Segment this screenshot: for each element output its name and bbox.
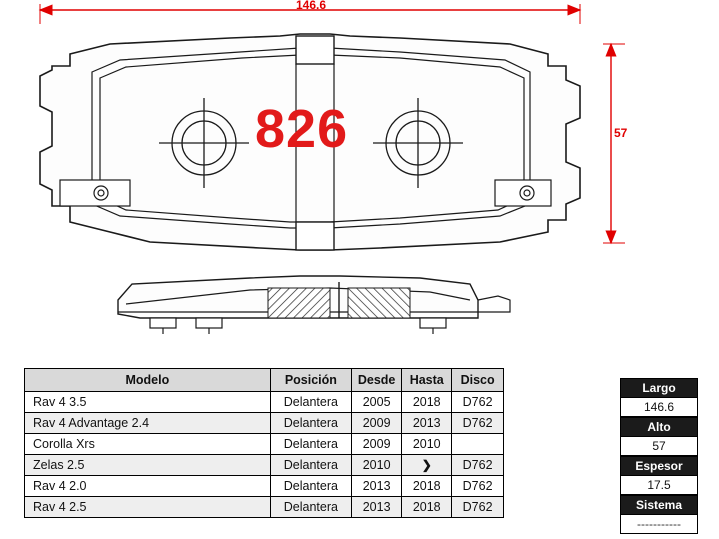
height-dimension: [603, 44, 628, 243]
part-number-label: 826: [255, 99, 349, 159]
header-desde: Desde: [352, 369, 402, 392]
measurement-value-largo: 146.6: [620, 398, 698, 417]
cell-modelo: Corolla Xrs: [25, 434, 271, 455]
cell-disco: [452, 434, 504, 455]
table-row: [25, 476, 504, 497]
cell-disco: D762: [452, 392, 504, 413]
height-dimension-label: 57: [614, 126, 628, 140]
table-row: [25, 434, 504, 455]
table-row: [25, 455, 504, 476]
cell-posicion: Delantera: [270, 413, 351, 434]
header-modelo: Modelo: [25, 369, 271, 392]
application-table-wrapper: [24, 368, 504, 518]
cell-disco: D762: [452, 497, 504, 518]
measurement-label-alto: Alto: [620, 417, 698, 437]
header-disco: Disco: [452, 369, 504, 392]
cell-modelo: Rav 4 Advantage 2.4: [25, 413, 271, 434]
width-dimension-label: 146.6: [296, 0, 327, 12]
cell-desde: 2009: [352, 434, 402, 455]
table-row: [25, 413, 504, 434]
measurement-value-espesor: 17.5: [620, 476, 698, 495]
measurement-value-sistema: -----------: [620, 515, 698, 534]
cell-hasta: ❯: [402, 455, 452, 476]
cell-posicion: Delantera: [270, 434, 351, 455]
cell-hasta: 2018: [402, 476, 452, 497]
cell-modelo: Rav 4 3.5: [25, 392, 271, 413]
cell-disco: D762: [452, 455, 504, 476]
cell-hasta: 2010: [402, 434, 452, 455]
cell-desde: 2013: [352, 497, 402, 518]
cell-modelo: Rav 4 2.5: [25, 497, 271, 518]
table-row: [25, 497, 504, 518]
table-row: [25, 392, 504, 413]
measurement-label-largo: Largo: [620, 378, 698, 398]
measurement-value-alto: 57: [620, 437, 698, 456]
cell-hasta: 2013: [402, 413, 452, 434]
cell-hasta: 2018: [402, 497, 452, 518]
cell-disco: D762: [452, 476, 504, 497]
cell-desde: 2005: [352, 392, 402, 413]
cell-disco: D762: [452, 413, 504, 434]
cell-modelo: Rav 4 2.0: [25, 476, 271, 497]
header-posicion: Posición: [270, 369, 351, 392]
application-table: [24, 368, 504, 518]
side-view-extension: [478, 296, 510, 312]
cell-posicion: Delantera: [270, 455, 351, 476]
cell-desde: 2009: [352, 413, 402, 434]
cell-modelo: Zelas 2.5: [25, 455, 271, 476]
measurement-panel: [620, 378, 698, 534]
pad-side-clips: [150, 318, 446, 334]
header-hasta: Hasta: [402, 369, 452, 392]
measurement-label-espesor: Espesor: [620, 456, 698, 476]
cell-posicion: Delantera: [270, 392, 351, 413]
cell-hasta: 2018: [402, 392, 452, 413]
cell-desde: 2013: [352, 476, 402, 497]
cell-posicion: Delantera: [270, 476, 351, 497]
cell-desde: 2010: [352, 455, 402, 476]
table-header-row: [25, 369, 504, 392]
measurement-label-sistema: Sistema: [620, 495, 698, 515]
cell-posicion: Delantera: [270, 497, 351, 518]
